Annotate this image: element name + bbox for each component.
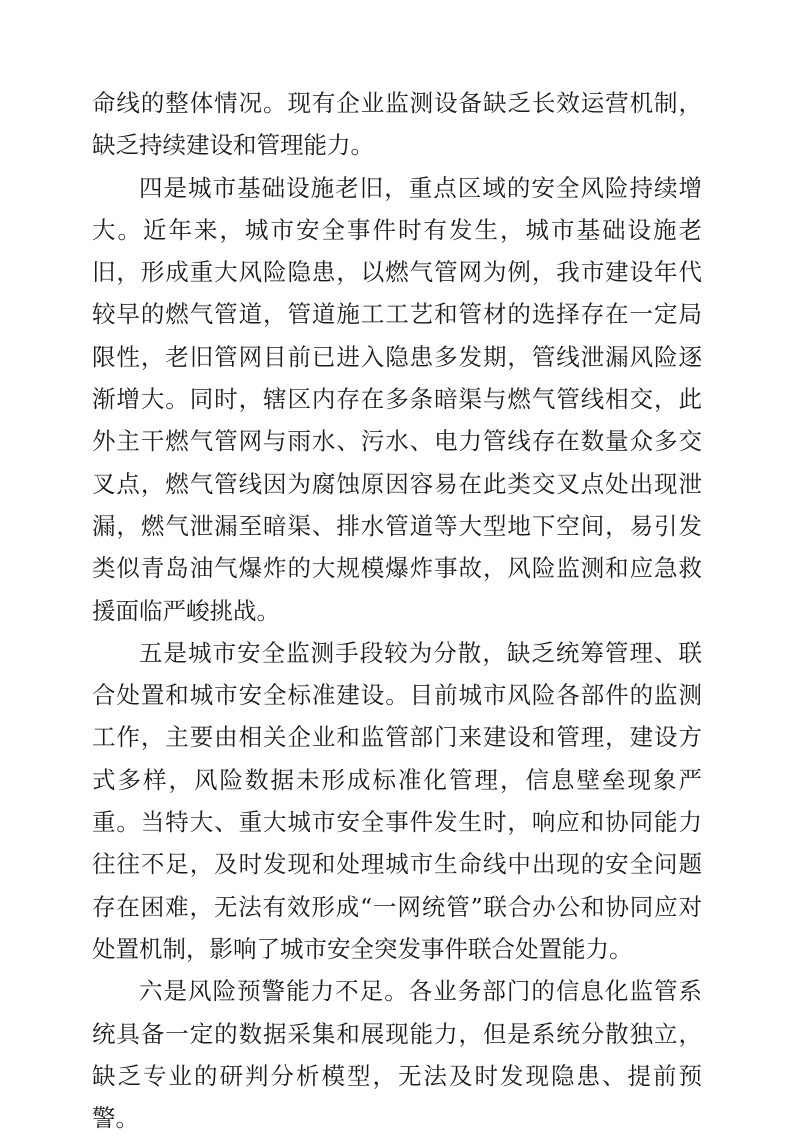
paragraph-item-six: 六是风险预警能力不足。各业务部门的信息化监管系统具备一定的数据采集和展现能力，但是系统分散独立，缺乏专业的研判分析模型，无法及时发现隐患、提前预警。 [92, 977, 702, 1133]
paragraph-item-four: 四是城市基础设施老旧，重点区域的安全风险持续增大。近年来，城市安全事件时有发生，城市基础设施老旧，形成重大风险隐患，以燃气管网为例，我市建设年代较早的燃气管道，管道施工工艺和管材的选择存在一定局限性，老旧管网目前已进入隐患多发期，管线泄漏风险逐渐增大。同时，辖区内存在多条暗渠与燃气管线相交，此外主干燃气管网与雨水、污水、电力管线存在数量众多交叉点，燃气管线因为腐蚀原因容易在此类交叉点处出现泄漏，燃气泄漏至暗渠、排水管道等大型地下空间，易引发类似青岛油气爆炸的大规模爆炸事故，风险监测和应急救援面临严峻挑战。 [92, 173, 702, 625]
paragraph-item-five: 五是城市安全监测手段较为分散，缺乏统筹管理、联合处置和城市安全标准建设。目前城市风险各部件的监测工作，主要由相关企业和监管部门来建设和管理，建设方式多样，风险数据未形成标准化管理，信息壁垒现象严重。当特大、重大城市安全事件发生时，响应和协同能力往往不足，及时发现和处理城市生命线中出现的安全问题存在困难，无法有效形成“一网统管”联合办公和协同应对处置机制，影响了城市安全突发事件联合处置能力。 [92, 638, 702, 963]
paragraph-continuation: 命线的整体情况。现有企业监测设备缺乏长效运营机制，缺乏持续建设和管理能力。 [92, 89, 702, 160]
document-text-body [92, 82, 702, 1139]
